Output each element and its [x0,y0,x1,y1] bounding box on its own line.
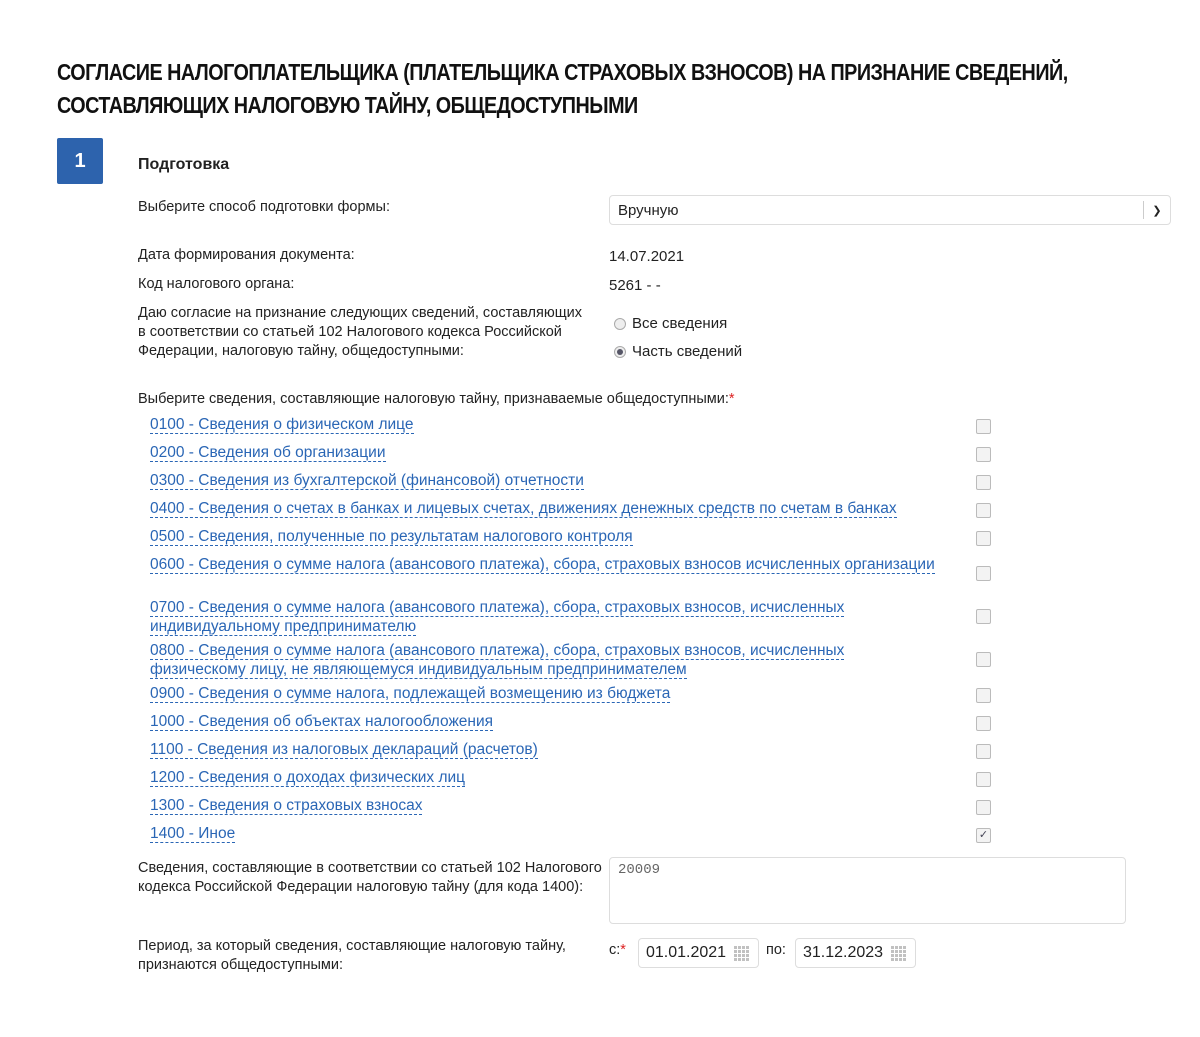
radio-button[interactable] [614,318,626,330]
required-marker: * [620,942,626,958]
tax-office-label: Код налогового органа: [138,276,295,292]
select-info-label [138,390,735,409]
info-item-link[interactable] [150,712,940,731]
info-item-checkbox[interactable] [976,475,991,490]
period-to-input[interactable] [795,938,916,968]
info-item-link[interactable] [150,641,940,679]
page-title: СОГЛАСИЕ НАЛОГОПЛАТЕЛЬЩИКА (ПЛАТЕЛЬЩИКА СТРАХОВЫХ ВЗНОСОВ) НА ПРИЗНАНИЕ СВЕДЕНИЙ, СОСТАВЛЯЮЩИХ НАЛОГОВУЮ ТАЙНУ, ОБЩЕДОСТУПНЫМИ [57,59,1068,118]
info-item-link[interactable] [150,598,940,636]
info-item-checkbox[interactable] [976,716,991,731]
required-marker: * [728,391,735,407]
info-item-link[interactable] [150,684,940,703]
info-item-link[interactable] [150,471,940,490]
info-item-label[interactable]: 1300 - Сведения о страховых взносах [150,797,423,814]
calendar-icon[interactable] [734,945,750,961]
info-item-link[interactable] [150,499,940,518]
period-to-value: 31.12.2023 [803,944,884,961]
method-label: Выберите способ подготовки формы: [138,199,390,215]
info-item-checkbox[interactable] [976,772,991,787]
info-item-label[interactable]: 0500 - Сведения, полученные по результатам налогового контроля [150,528,633,545]
radio-label: Часть сведений [632,343,743,360]
period-to-label: по: [766,942,786,958]
radio-label: Все сведения [632,315,728,332]
info-item-label[interactable]: 1100 - Сведения из налоговых деклараций (расчетов) [150,741,538,758]
info-item-label[interactable]: 0200 - Сведения об организации [150,444,386,461]
info-item-checkbox[interactable] [976,447,991,462]
info-item-label[interactable]: 0900 - Сведения о сумме налога, подлежащей возмещению из бюджета [150,685,671,702]
info-item-label[interactable]: 0800 - Сведения о сумме налога (авансового платежа), сбора, страховых взносов, исчисленных физическому лицу, не являющемуся индивидуальным предпринимателем [150,642,845,678]
consent-label: Даю согласие на признание следующих сведений, составляющих в соответствии со статьей 102 Налогового кодекса Российской Федерации, налоговую тайну, общедоступными: [138,305,583,359]
info-item-link[interactable] [150,740,940,759]
other-info-label: Сведения, составляющие в соответствии со статьей 102 Налогового кодекса Российской Федерации налоговую тайну (для кода 1400): [138,860,602,895]
info-item-link[interactable] [150,796,940,815]
chevron-down-icon: ❯ [1143,201,1170,219]
tax-office-value: 5261 - - [609,277,661,294]
info-item-checkbox[interactable] [976,419,991,434]
info-item-checkbox[interactable] [976,652,991,667]
info-item-label[interactable]: 1000 - Сведения об объектах налогообложения [150,713,494,730]
period-label: Период, за который сведения, составляющие налоговую тайну, признаются общедоступными: [138,938,566,973]
date-value: 14.07.2021 [609,248,685,265]
info-item-label[interactable]: 0400 - Сведения о счетах в банках и лицевых счетах, движениях денежных средств по счетам в банках [150,500,897,517]
info-item-checkbox[interactable]: ✓ [976,828,991,843]
period-from-value: 01.01.2021 [646,944,727,961]
info-item-checkbox[interactable] [976,800,991,815]
period-from-input[interactable] [638,938,759,968]
info-item-link[interactable] [150,555,940,574]
info-item-label[interactable]: 0100 - Сведения о физическом лице [150,416,414,433]
method-select[interactable] [609,195,1171,225]
step-title: Подготовка [138,156,230,173]
radio-partial-info[interactable] [614,343,742,360]
other-info-textarea[interactable]: 20009 [609,857,1126,924]
method-select-value: Вручную [618,201,679,219]
info-item-checkbox[interactable] [976,688,991,703]
from-label-text: с: [609,942,621,958]
period-from-label [609,941,626,960]
date-label: Дата формирования документа: [138,247,355,263]
info-item-label[interactable]: 0300 - Сведения из бухгалтерской (финансовой) отчетности [150,472,584,489]
select-info-text: Выберите сведения, составляющие налоговую тайну, признаваемые общедоступными: [138,391,729,407]
info-item-label[interactable]: 1400 - Иное [150,825,236,842]
info-item-link[interactable] [150,527,940,546]
info-item-checkbox[interactable] [976,503,991,518]
info-item-label[interactable]: 0600 - Сведения о сумме налога (авансового платежа), сбора, страховых взносов исчисленных организации [150,556,935,573]
info-item-link[interactable] [150,824,940,843]
info-item-link[interactable] [150,443,940,462]
info-item-checkbox[interactable] [976,609,991,624]
info-item-checkbox[interactable] [976,744,991,759]
info-item-link[interactable] [150,768,940,787]
radio-all-info[interactable] [614,315,727,332]
info-item-checkbox[interactable] [976,566,991,581]
info-item-link[interactable] [150,415,940,434]
step-number-badge: 1 [57,138,103,184]
calendar-icon[interactable] [891,945,907,961]
radio-button[interactable] [614,346,626,358]
info-item-label[interactable]: 1200 - Сведения о доходах физических лиц [150,769,466,786]
info-item-checkbox[interactable] [976,531,991,546]
info-item-label[interactable]: 0700 - Сведения о сумме налога (авансового платежа), сбора, страховых взносов, исчисленных индивидуальному предпринимателю [150,599,845,635]
